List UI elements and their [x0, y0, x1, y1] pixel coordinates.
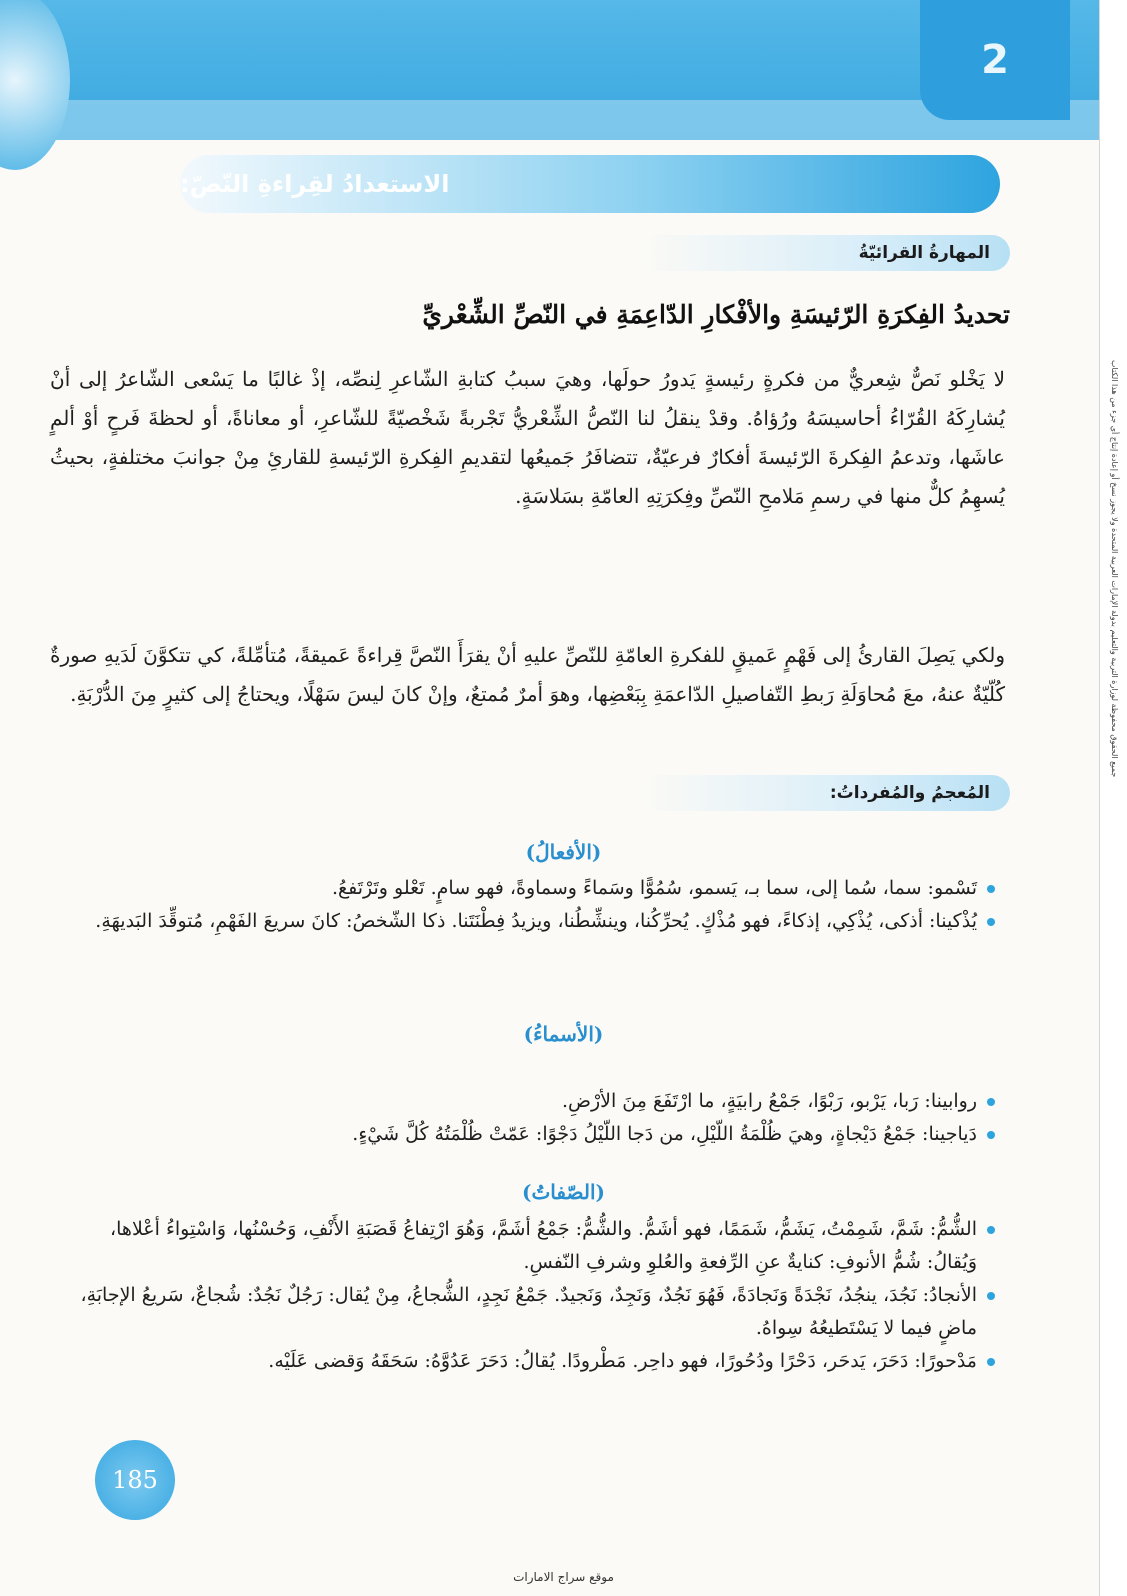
section-title: الاستعدادُ لقِراءةِ النّصّ: [180, 170, 450, 198]
page-number-badge [95, 1440, 175, 1520]
list-item: يُذْكينا: أذكى، يُذْكِي، إذكاءً، فهو مُذْكٍ. يُحرِّكُنا، وينشِّطُنا، ويزيدُ فِطْنَتَنا. ذكا الشّخصُ: كانَ سريعَ الفَهْمِ، مُتوقِّدَ البَديهَةِ. [60, 905, 995, 938]
side-strip [1099, 0, 1127, 1596]
skill-paragraph-1 [50, 360, 1005, 516]
reading-skill-bar [640, 235, 1010, 271]
list-item: دَياجينا: جَمْعُ دَيْجاةٍ، وهيَ ظُلْمَةُ اللّيْلِ، من دَجا اللّيْلُ دَجْوًا: عَمّتْ ظُلْمَتُهُ كُلَّ شَيْءٍ. [60, 1118, 995, 1151]
adjectives-list [60, 1213, 995, 1378]
reading-skill-label: المهارةُ القرائيّةُ [858, 243, 990, 263]
verbs-heading: (الأفعالُ) [525, 840, 602, 864]
footer-site-name: موقع سراج الامارات [513, 1570, 614, 1584]
adjectives-heading: (الصّفاتُ) [522, 1180, 605, 1204]
nouns-heading: (الأسماءُ) [523, 1022, 604, 1046]
section-header [180, 155, 1000, 213]
verbs-list [60, 872, 995, 938]
paragraph-text: لا يَخْلو نَصٌّ شِعريٌّ من فكرةٍ رئيسةٍ يَدورُ حولَها، وهيَ سببُ كتابةِ الشّاعرِ لِنصِّه، إذْ غالبًا ما يَسْعى الشّاعرُ إلى أنْ يُشارِكَهُ القُرّاءُ أحاسيسَهُ ورُؤاهُ. وقدْ ينقلُ لنا النّصُّ الشِّعْريُّ تَجْربةً شَخْصيّةً للشّاعرِ، أو معاناةً، أو لحظةَ فَرحٍ أوْ ألمٍ عاشَها، وتدعمُ الفِكرةَ الرّئيسةَ أفكارٌ فرعيّةٌ، تتضافَرُ جَميعُها لتقديمِ الفِكرةِ الرّئيسةِ للقارئِ مِنْ جوانبَ مختلفةٍ، بحيثُ يُسهِمُ كلٌّ منها في رسمِ مَلامحِ النّصِّ وفِكرَتِهِ العامّةِ بسَلاسَةٍ. [50, 367, 1005, 508]
vocabulary-bar [640, 775, 1010, 811]
list-item: تَسْمو: سما، سُما إلى، سما بـ، يَسمو، سُمُوًّا وسَماءً وسماوةً، فهو سامٍ. تَعْلو وتَرْتَفعُ. [60, 872, 995, 905]
list-item: مَدْحورًا: دَحَرَ، يَدحَر، دَحْرًا ودُحُورًا، فهو داحِر. مَطْرودًا. يُقالُ: دَحَرَ عَدُوَّهُ: سَحَقَهُ وَقضى عَلَيْه. [60, 1345, 995, 1378]
unit-number: 2 [981, 37, 1009, 83]
skill-paragraph-2 [50, 636, 1005, 714]
list-item: الأنجادُ: نَجُدَ، ينجُدُ، نَجْدَةً وَنَجادَةً، فَهُوَ نَجُدٌ، وَنَجِدٌ، وَنَجيدٌ. جَمْعُ نَجِدٍ، الشُّجاعُ، مِنْ يُقال: رَجُلٌ نَجُدٌ: شُجاعٌ، سَريعُ الإجابَةِ، ماضٍ فيما لا يَسْتَطيعُهُ سِواهُ. [60, 1279, 995, 1345]
paragraph-text: ولكي يَصِلَ القارئُ إلى فَهْمٍ عَميقٍ للفكرةِ العامّةِ للنّصِّ عليهِ أنْ يقرَأَ النّصَّ قِراءةً عَميقةً، مُتأمِّلةً، كي تتكوَّنَ لَدَيهِ صورةٌ كُلّيّةٌ عنهُ، معَ مُحاوَلَةِ رَبطِ التّفاصيلِ الدّاعمَةِ بِبَعْضِها، وهوَ أمرٌ مُمتعٌ، وإنْ كانَ ليسَ سَهْلًا، ويحتاجُ إلى كثيرٍ مِنَ الدُّرْبَةِ. [50, 643, 1005, 706]
nouns-list [60, 1085, 995, 1151]
list-item: الشُّمُّ: شَمَّ، شَمِمْتُ، يَشَمُّ، شَمَمًا، فهو أشَمُّ. والشُّمُّ: جَمْعُ أشَمَّ، وَهُوَ ارْتِفاعُ قَصَبَةِ الأَنْفِ، وَحُسْنُها، وَاسْتِواءُ أعْلاها، وَيُقالُ: شُمُّ الأنوفِ: كنايةٌ عنِ الرِّفعةِ والعُلوِ وشرفِ النّفسِ. [60, 1213, 995, 1279]
copyright-note: جميع الحقوق محفوظة لوزارة التربية والتعليم بدولة الإمارات العربية المتحدة ولا يجوز نسخ أو إعادة إنتاج أي جزء من هذا الكتاب [1110, 360, 1119, 778]
skill-title: تحديدُ الفِكرَةِ الرّئيسَةِ والأفْكارِ الدّاعِمَةِ في النّصِّ الشِّعْريِّ [422, 300, 1010, 329]
unit-tab [920, 0, 1070, 120]
page-number: 185 [112, 1466, 158, 1494]
list-item: روابينا: رَبا، يَرْبو، رَبْوًا، جَمْعُ رابيَةٍ، ما ارْتَفَعَ مِنَ الأرْضِ. [60, 1085, 995, 1118]
vocabulary-label: المُعجمُ والمُفرداتُ: [829, 783, 990, 803]
